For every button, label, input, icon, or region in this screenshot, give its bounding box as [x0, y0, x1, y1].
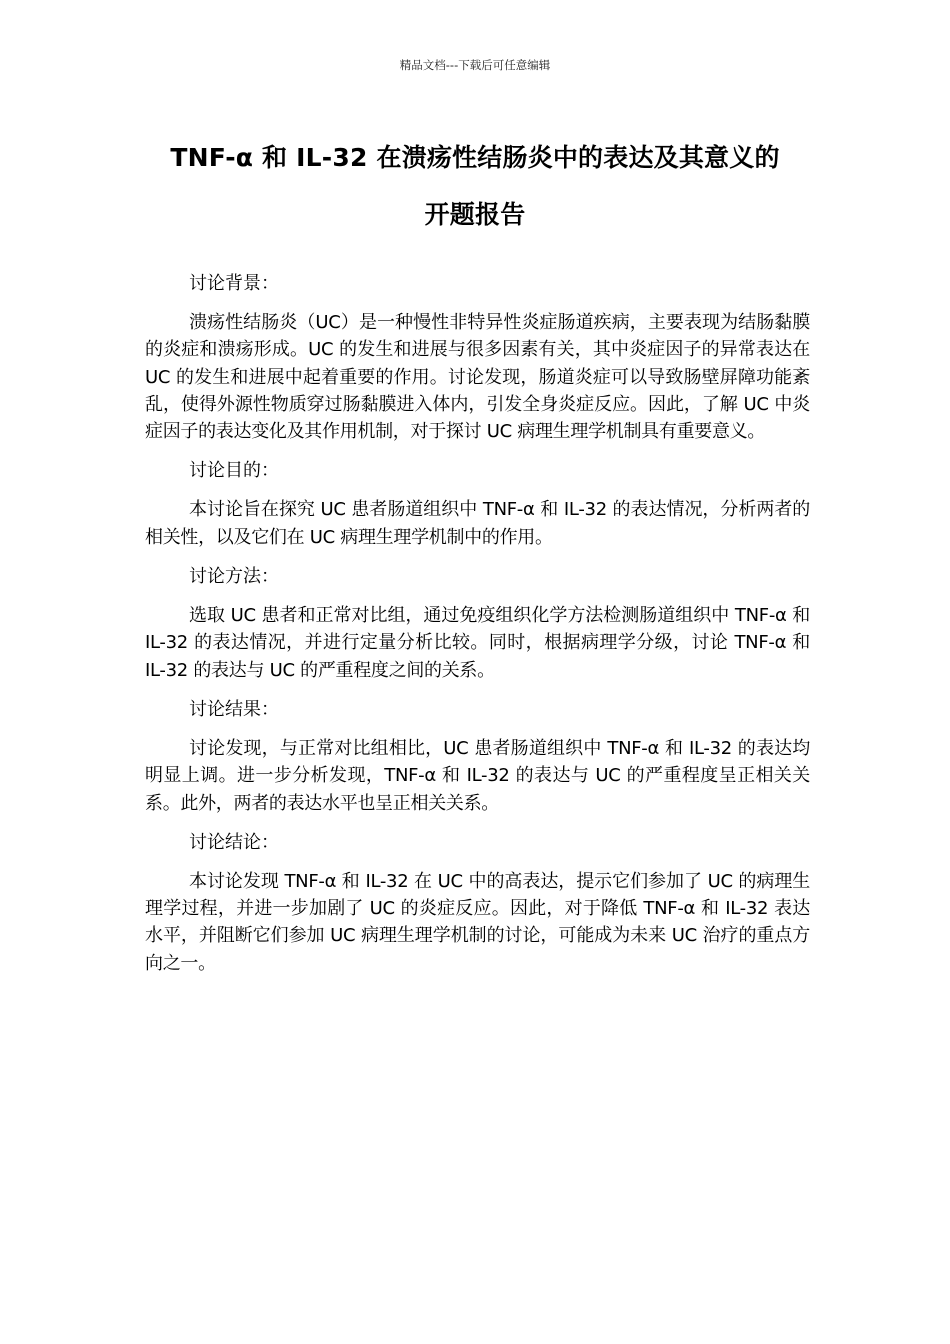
- document-body: [145, 270, 810, 989]
- section-methods: [145, 563, 810, 684]
- section-results: [145, 696, 810, 817]
- section-paragraph: 选取 UC 患者和正常对比组，通过免疫组织化学方法检测肠道组织中 TNF-α 和 IL-32 的表达情况，并进行定量分析比较。同时，根据病理学分级，讨论 TNF-α 和 IL-32 的表达与 UC 的严重程度之间的关系。: [145, 605, 810, 681]
- section-paragraph: 溃疡性结肠炎（UC）是一种慢性非特异性炎症肠道疾病，主要表现为结肠黏膜的炎症和溃疡形成。UC 的发生和进展与很多因素有关，其中炎症因子的异常表达在 UC 的发生和进展中起着重要的作用。讨论发现，肠道炎症可以导致肠壁屏障功能紊乱，使得外源性物质穿过肠黏膜进入体内，引发全身炎症反应。因此，了解 UC 中炎症因子的表达变化及其作用机制，对于探讨 UC 病理生理学机制具有重要意义。: [145, 312, 810, 443]
- page-header: 精品文档---下载后可任意编辑: [399, 58, 551, 72]
- section-heading: 讨论结论：: [189, 831, 279, 853]
- section-conclusion: [145, 829, 810, 977]
- section-heading: 讨论目的：: [189, 460, 279, 482]
- section-paragraph: 讨论发现，与正常对比组相比，UC 患者肠道组织中 TNF-α 和 IL-32 的表达均明显上调。进一步分析发现，TNF-α 和 IL-32 的表达与 UC 的严重程度呈正相关关系。此外，两者的表达水平也呈正相关关系。: [145, 737, 810, 814]
- document-title: [120, 129, 830, 243]
- section-heading: 讨论结果：: [189, 698, 279, 720]
- document-title-line-2: 开题报告: [424, 200, 526, 229]
- section-heading: 讨论背景：: [189, 273, 279, 294]
- section-paragraph: 本讨论旨在探究 UC 患者肠道组织中 TNF-α 和 IL-32 的表达情况，分析两者的相关性，以及它们在 UC 病理生理学机制中的作用。: [145, 499, 810, 548]
- section-heading: 讨论方法：: [189, 566, 279, 588]
- section-objective: [145, 457, 810, 551]
- section-background: [145, 270, 810, 445]
- section-paragraph: 本讨论发现 TNF-α 和 IL-32 在 UC 中的高表达，提示它们参加了 UC 的病理生理学过程，并进一步加剧了 UC 的炎症反应。因此，对于降低 TNF-α 和 IL-32 表达水平，并阻断它们参加 UC 病理生理学机制的讨论，可能成为未来 UC 治疗的重点方向之一。: [145, 870, 810, 974]
- document-title-line-1: TNF-α 和 IL-32 在溃疡性结肠炎中的表达及其意义的: [170, 143, 780, 172]
